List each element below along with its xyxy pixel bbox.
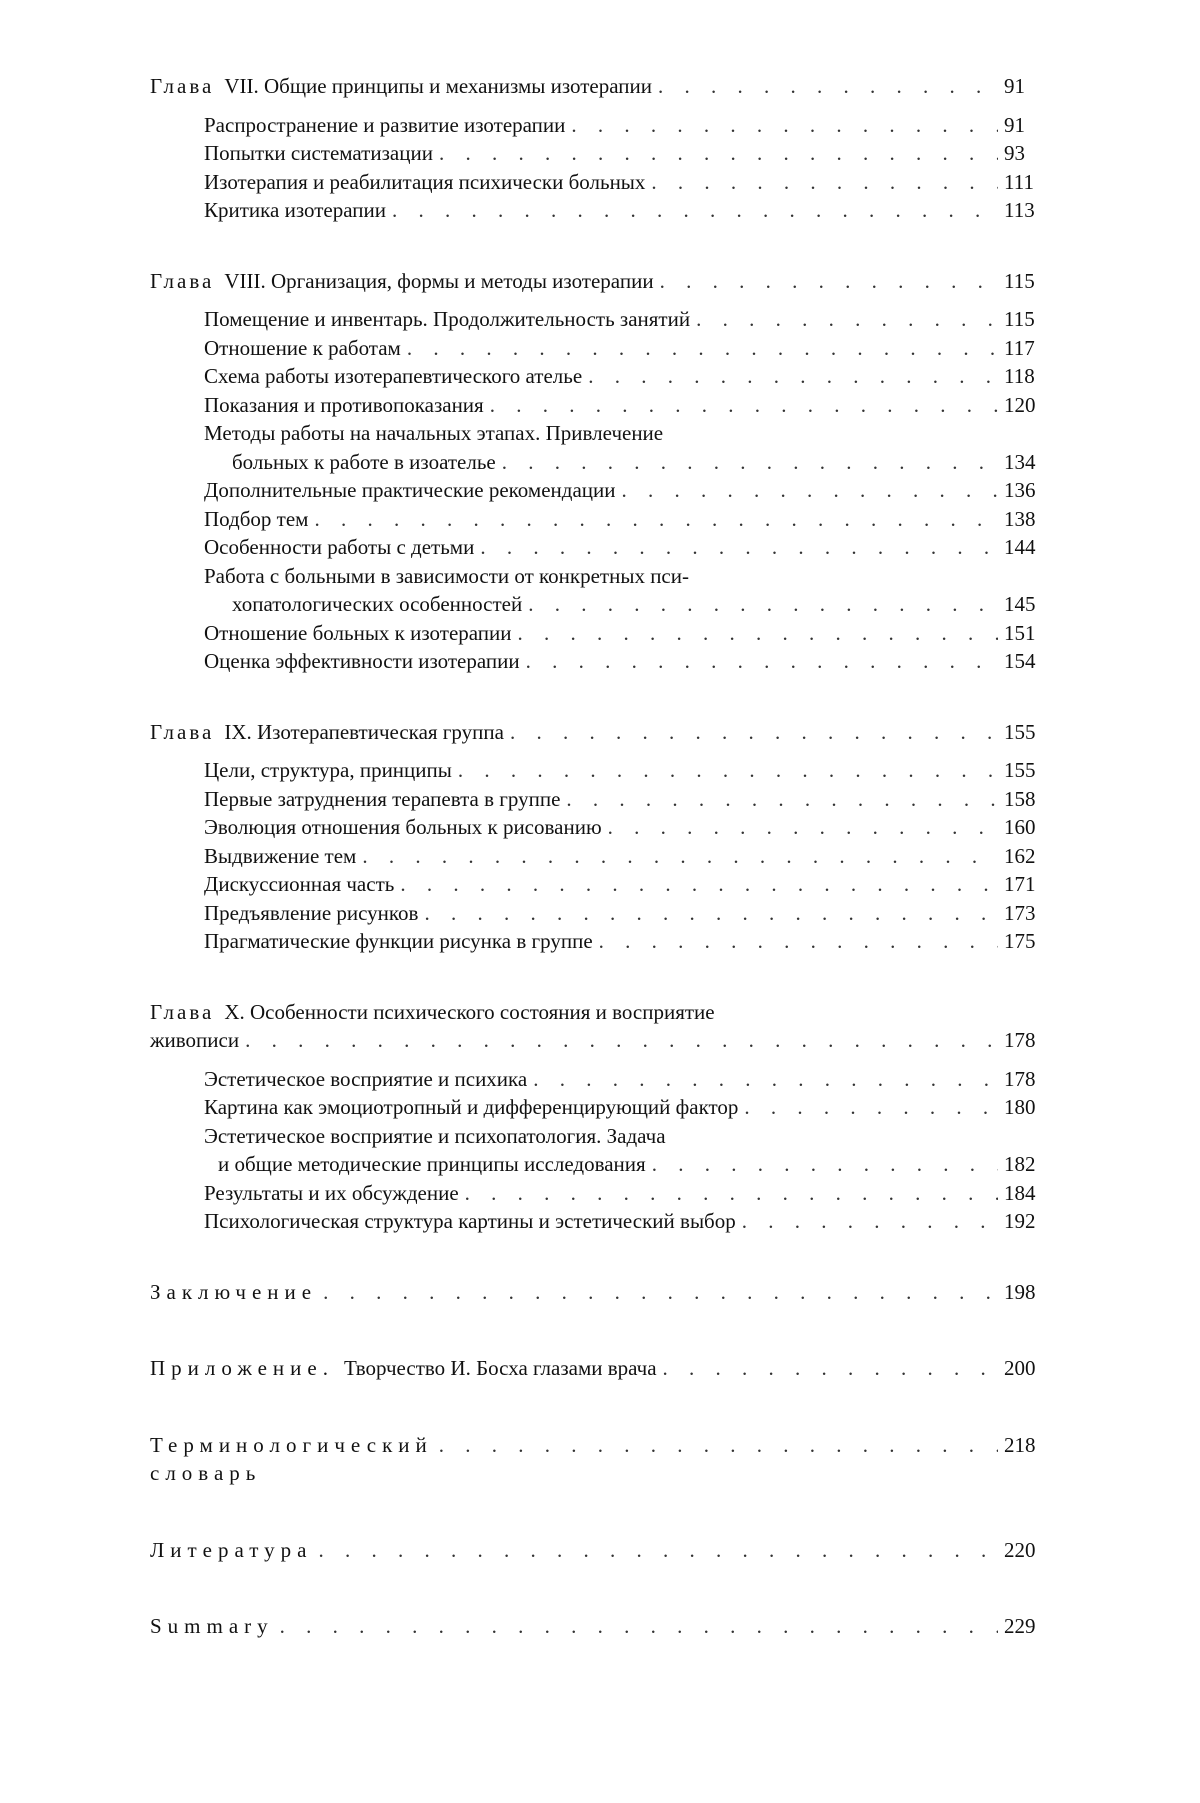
chapter-title: VII. Общие принципы и механизмы изотерапии: [224, 74, 652, 98]
entry-title: Картина как эмоциотропный и дифференцирующий фактор: [204, 1095, 739, 1119]
page-number: 145: [1004, 592, 1036, 616]
toc-entry: [150, 334, 1040, 363]
dot-leader: [407, 334, 998, 363]
dot-leader: [652, 1150, 998, 1179]
section-conclusion: [150, 1278, 1040, 1307]
section-lead: Терминологический словарь: [150, 1432, 433, 1485]
page-number: 162: [1004, 843, 1036, 868]
dot-leader: [490, 391, 998, 420]
dot-leader: [439, 139, 998, 168]
chapter-heading: [150, 72, 1040, 101]
entry-title: Попытки систематизации: [204, 141, 433, 165]
entry-title: Схема работы изотерапевтического ателье: [204, 364, 583, 388]
section-lead: Заключение: [150, 1279, 318, 1304]
page-number: 144: [1004, 535, 1036, 559]
section-literature: [150, 1536, 1040, 1565]
entry-title: Эстетическое восприятие и психопатология. Задача: [204, 1123, 666, 1148]
dot-leader: [566, 785, 998, 814]
entry-title: Помещение и инвентарь. Продолжительность занятий: [204, 307, 691, 331]
entry-title: Оценка эффективности изотерапии: [204, 649, 520, 673]
toc-entry: [150, 1093, 1040, 1122]
dot-leader: [621, 476, 998, 505]
page-number: 229: [1004, 1614, 1036, 1638]
page-number: 138: [1004, 506, 1036, 531]
toc-entry-continuation: [150, 448, 1040, 477]
dot-leader: [658, 72, 998, 101]
toc-entry: [150, 305, 1040, 334]
chapter-heading-first-line: [150, 998, 1040, 1027]
page-number: 91: [1004, 74, 1025, 98]
table-of-contents: [150, 72, 1040, 1689]
toc-entry: [150, 139, 1040, 168]
toc-entry-first-line: [150, 419, 1040, 448]
section-heading: [150, 1354, 1040, 1383]
toc-entry: [150, 111, 1040, 140]
page-number: 158: [1004, 786, 1036, 811]
chapter-heading: [150, 267, 1040, 296]
entry-title: Результаты и их обсуждение: [204, 1180, 459, 1205]
section-lead: Summary: [150, 1614, 274, 1638]
toc-entry: [150, 647, 1040, 676]
dot-leader: [663, 1354, 998, 1383]
section-lead: Литература: [150, 1537, 313, 1562]
dot-leader: [744, 1093, 998, 1122]
toc-entry: [150, 756, 1040, 785]
chapter-heading: [150, 718, 1040, 747]
toc-entry: [150, 785, 1040, 814]
chapter-title-continuation: живописи: [150, 1028, 240, 1052]
section-appendix: [150, 1354, 1040, 1383]
dot-leader: [314, 505, 998, 534]
toc-entry: [150, 619, 1040, 648]
dot-leader: [518, 619, 998, 648]
entry-title: Эволюция отношения больных к рисованию: [204, 815, 602, 839]
chapter-x: [150, 998, 1040, 1236]
dot-leader: [245, 1026, 998, 1055]
toc-entry: [150, 870, 1040, 899]
chapter-heading-continuation: [150, 1026, 1040, 1055]
page-number: 117: [1004, 335, 1035, 360]
dot-leader: [480, 533, 998, 562]
chapter-lead: Глава: [150, 719, 215, 744]
section-lead: Приложение.: [150, 1356, 334, 1380]
chapter-lead: Глава: [150, 268, 215, 293]
dot-leader: [510, 718, 998, 747]
dot-leader: [280, 1612, 998, 1641]
entry-title: Особенности работы с детьми: [204, 535, 475, 559]
dot-leader: [424, 899, 998, 928]
entry-title: Первые затруднения терапевта в группе: [204, 786, 561, 811]
entry-title: Предъявление рисунков: [204, 900, 419, 925]
dot-leader: [318, 1536, 998, 1565]
chapter-title: X. Особенности психического состояния и восприятие: [224, 999, 715, 1024]
toc-entry: [150, 533, 1040, 562]
page-number: 111: [1004, 169, 1034, 194]
entry-title-continuation: больных к работе в изоателье: [232, 449, 496, 474]
entry-title: Дополнительные практические рекомендации: [204, 478, 616, 502]
page-number: 113: [1004, 198, 1035, 222]
page-number: 115: [1004, 268, 1035, 293]
page-number: 200: [1004, 1356, 1036, 1380]
entry-title: Работа с больными в зависимости от конкретных пси-: [204, 563, 689, 588]
page-number: 115: [1004, 307, 1035, 331]
dot-leader: [608, 813, 998, 842]
toc-entry: [150, 813, 1040, 842]
dot-leader: [323, 1278, 998, 1307]
section-heading: [150, 1431, 1040, 1488]
dot-leader: [528, 590, 998, 619]
chapter-lead: Глава: [150, 74, 215, 98]
entry-title: Изотерапия и реабилитация психически больных: [204, 169, 646, 194]
page-number: 192: [1004, 1209, 1036, 1233]
page-number: 93: [1004, 141, 1025, 165]
toc-entry-first-line: [150, 1122, 1040, 1151]
page-number: 173: [1004, 900, 1036, 925]
toc-entry: [150, 391, 1040, 420]
toc-entry: [150, 927, 1040, 956]
toc-entry: [150, 476, 1040, 505]
dot-leader: [588, 362, 998, 391]
page-number: 120: [1004, 392, 1036, 417]
section-title: Творчество И. Босха глазами врача: [343, 1356, 657, 1380]
entry-title: Распространение и развитие изотерапии: [204, 112, 566, 137]
chapter-title: IX. Изотерапевтическая группа: [224, 719, 504, 744]
entry-title: Показания и противопоказания: [204, 392, 484, 417]
page-number: 184: [1004, 1180, 1036, 1205]
entry-title: Прагматические функции рисунка в группе: [204, 929, 593, 953]
page-number: 171: [1004, 872, 1036, 896]
toc-entry: [150, 1207, 1040, 1236]
entry-title: Отношение к работам: [204, 335, 401, 360]
section-heading: [150, 1536, 1040, 1565]
toc-entry: [150, 505, 1040, 534]
toc-entry: [150, 168, 1040, 197]
page-number: 178: [1004, 1028, 1036, 1052]
page-number: 154: [1004, 649, 1036, 673]
chapter-lead: Глава: [150, 999, 215, 1024]
toc-entry: [150, 362, 1040, 391]
entry-title: Отношение больных к изотерапии: [204, 620, 512, 645]
dot-leader: [696, 305, 998, 334]
page-number: 118: [1004, 364, 1035, 388]
toc-entry-continuation: [150, 590, 1040, 619]
toc-entry: [150, 842, 1040, 871]
page-number: 155: [1004, 758, 1036, 782]
dot-leader: [533, 1065, 998, 1094]
chapter-ix: [150, 718, 1040, 956]
dot-leader: [599, 927, 998, 956]
page-number: 218: [1004, 1432, 1036, 1457]
toc-entry: [150, 899, 1040, 928]
entry-title: Психологическая структура картины и эстетический выбор: [204, 1209, 736, 1233]
chapter-vii: [150, 72, 1040, 225]
dot-leader: [526, 647, 998, 676]
dot-leader: [742, 1207, 998, 1236]
toc-entry-continuation: [150, 1150, 1040, 1179]
page-number: 220: [1004, 1537, 1036, 1562]
section-heading: [150, 1278, 1040, 1307]
chapter-title: VIII. Организация, формы и методы изотерапии: [224, 268, 654, 293]
dot-leader: [362, 842, 998, 871]
toc-entry: [150, 196, 1040, 225]
section-heading: [150, 1612, 1040, 1641]
entry-title: Эстетическое восприятие и психика: [204, 1066, 528, 1091]
page-number: 91: [1004, 112, 1025, 137]
page-number: 178: [1004, 1066, 1036, 1091]
section-glossary: [150, 1431, 1040, 1488]
entry-title: Дискуссионная часть: [204, 872, 395, 896]
entry-title-continuation: хопатологических особенностей: [232, 592, 523, 616]
page-number: 180: [1004, 1095, 1036, 1119]
toc-entry: [150, 1179, 1040, 1208]
dot-leader: [400, 870, 998, 899]
dot-leader: [458, 756, 998, 785]
entry-title: Методы работы на начальных этапах. Привлечение: [204, 421, 664, 445]
entry-title: Подбор тем: [204, 506, 309, 531]
toc-entry: [150, 1065, 1040, 1094]
page-number: 182: [1004, 1152, 1036, 1176]
entry-title-continuation: и общие методические принципы исследования: [218, 1152, 646, 1176]
dot-leader: [571, 111, 998, 140]
section-summary: [150, 1612, 1040, 1641]
page-number: 155: [1004, 719, 1036, 744]
dot-leader: [651, 168, 998, 197]
entry-title: Критика изотерапии: [204, 198, 387, 222]
page-number: 151: [1004, 620, 1036, 645]
chapter-viii: [150, 267, 1040, 676]
toc-entry-first-line: [150, 562, 1040, 591]
page-number: 160: [1004, 815, 1036, 839]
dot-leader: [502, 448, 998, 477]
entry-title: Цели, структура, принципы: [204, 758, 452, 782]
page-number: 136: [1004, 478, 1036, 502]
dot-leader: [465, 1179, 998, 1208]
dot-leader: [392, 196, 998, 225]
dot-leader: [660, 267, 998, 296]
page-number: 198: [1004, 1279, 1036, 1304]
entry-title: Выдвижение тем: [204, 843, 357, 868]
page-number: 134: [1004, 449, 1036, 474]
dot-leader: [439, 1431, 998, 1460]
page-number: 175: [1004, 929, 1036, 953]
